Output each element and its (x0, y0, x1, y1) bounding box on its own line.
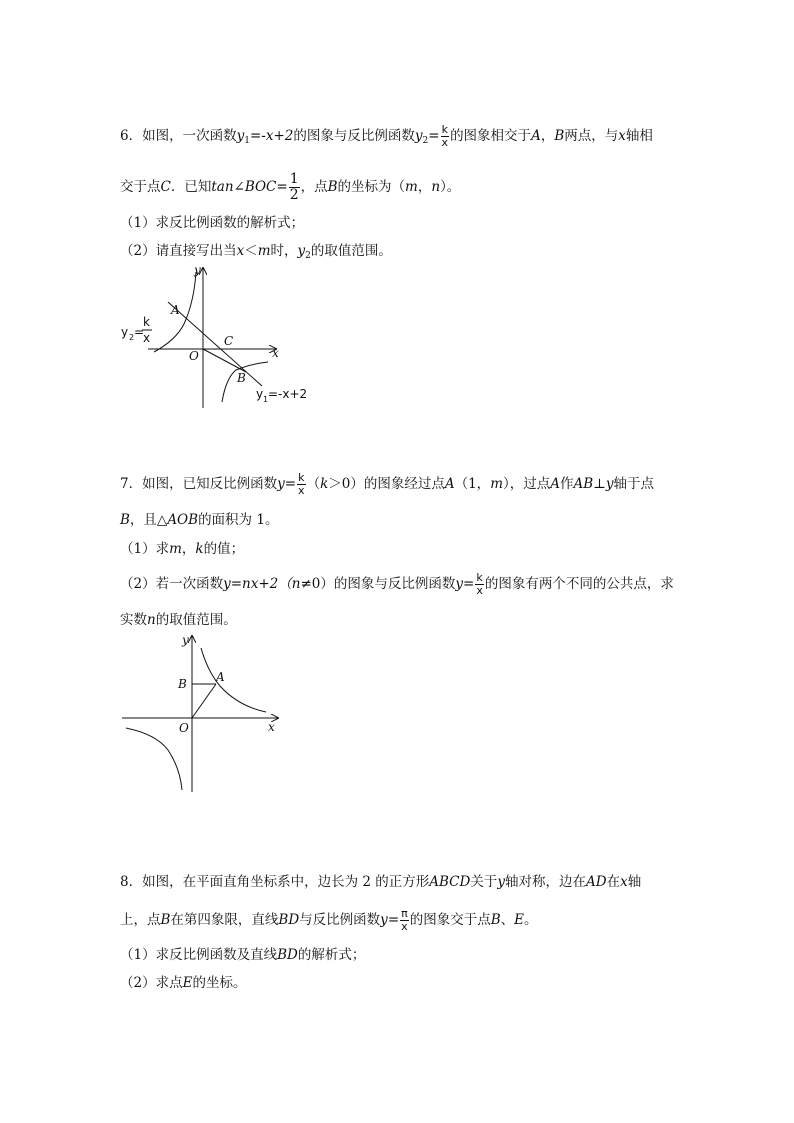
q6-point-c: C (160, 179, 171, 195)
q7-line-2 (120, 510, 278, 530)
q6-text: （1）求反比例函数的解析式； (120, 215, 305, 231)
q6-text: ．已知 (170, 179, 212, 195)
q7-point-b: B (120, 512, 130, 528)
q7-var-n: n (242, 576, 251, 592)
q7-var-y: y (455, 576, 464, 592)
q7-k-over-x-fraction (297, 472, 306, 497)
q8-text: 、 (500, 912, 515, 928)
q6-y1-var: y (236, 128, 245, 144)
q6-var-m: m (257, 243, 271, 259)
q8-sub-question-1 (120, 945, 365, 965)
q8-text: 的解析式； (297, 947, 366, 963)
q8-text: （2）求点 (120, 975, 183, 991)
q7-text: 7．如图，已知反比例函数 (120, 476, 278, 492)
q8-text: （1）求反比例函数及直线 (120, 947, 278, 963)
q6-text: 6．如图，一次函数 (120, 128, 237, 144)
q7-text: 的值； (203, 541, 245, 557)
point-a-label: A (216, 670, 225, 684)
q8-point-b: B (490, 912, 501, 928)
q6-text: 两点，与 (564, 128, 619, 144)
q6-point-b: B (327, 179, 338, 195)
q7-var-k: k (195, 541, 204, 557)
q6-tan-expr: tan∠BOC= (211, 179, 288, 195)
q7-eq: = (463, 576, 475, 592)
q8-edge-ad: AD (585, 874, 607, 890)
q7-var-n: n (147, 612, 156, 628)
hyperbola-branch-3rd-quadrant (126, 728, 182, 790)
q8-point-e: E (182, 975, 193, 991)
y-axis-label: y (194, 263, 201, 277)
y-axis-label: y (182, 633, 189, 647)
q7-text: 的图象有两个不同的公共点，求 (484, 576, 674, 592)
y2-label-sub: 2 (129, 333, 135, 342)
q6-text: 的取值范围。 (310, 243, 392, 259)
q6-text: 的图象与反比例函数 (293, 128, 415, 144)
q7-eq: = (230, 576, 243, 592)
q8-pi-over-x-fraction (400, 908, 409, 933)
fraction-denominator: x (298, 484, 305, 497)
q6-k-over-x-fraction (441, 124, 450, 149)
q7-text: 轴于点 (613, 476, 655, 492)
q7-linear-expr: x+2（ (250, 576, 292, 592)
q6-var-n: n (431, 179, 441, 195)
origin-label: O (189, 349, 199, 363)
q8-point-e: E (514, 912, 525, 928)
q6-text: （2）请直接写出当 (120, 243, 237, 259)
q8-line-bd: BD (277, 947, 298, 963)
q7-text: （2）若一次函数 (120, 576, 224, 592)
q7-var-y: y (277, 476, 285, 492)
q6-sub-question-2 (120, 241, 392, 261)
q7-text: ≠0）的图象与反比例函数 (300, 576, 456, 592)
q6-text: ）。 (440, 179, 461, 195)
q6-y1-sub: 1 (244, 136, 250, 146)
q8-line-1 (120, 872, 641, 892)
q6-text: 时， (270, 243, 298, 259)
q7-line-1 (120, 472, 654, 497)
q7-segment-ab: AB (573, 476, 594, 492)
q6-text: 的图象相交于 (450, 128, 532, 144)
q6-y2-var: y (297, 243, 306, 259)
q8-x-axis-var: x (620, 874, 628, 890)
q8-point-b: B (160, 912, 171, 928)
y1-label-expr: =-x+2 (268, 387, 308, 401)
fraction-numerator: 1 (289, 171, 299, 187)
hyperbola-branch-1st-quadrant (201, 648, 266, 712)
q8-eq: = (387, 912, 400, 928)
q8-text: 轴对称，边在 (504, 874, 586, 890)
q8-text: 在 (606, 874, 621, 890)
x-axis-label: x (272, 346, 279, 360)
q8-text: 。 (524, 912, 538, 928)
q6-point-a: A (531, 128, 541, 144)
q8-text: 在第四象限，直线 (170, 912, 279, 928)
q6-eq: = (428, 128, 440, 144)
q6-text: ， (540, 128, 555, 144)
q6-line-2 (120, 172, 460, 203)
fraction-denominator: x (476, 584, 483, 597)
q6-text: ， (417, 179, 432, 195)
q6-less-than: ＜ (244, 243, 258, 259)
q6-var-x: x (236, 243, 245, 259)
fraction-denominator: x (401, 920, 408, 933)
q7-k-over-x-fraction (475, 572, 484, 597)
q6-text: ，点 (300, 179, 328, 195)
y2-label-k: k (143, 315, 150, 329)
y2-label: y (121, 325, 129, 339)
q6-graph-figure (110, 262, 320, 412)
q7-text: 作 (560, 476, 574, 492)
q6-line-1 (120, 124, 653, 149)
point-b-label: B (237, 371, 246, 385)
q7-y-axis-var: y (605, 476, 614, 492)
point-b-label: B (178, 677, 187, 691)
q8-text: 的图象交于点 (409, 912, 491, 928)
q7-text: ），过点 (503, 476, 551, 492)
q6-y1-expr: =-x+2 (249, 128, 294, 144)
point-a-label: A (171, 303, 180, 317)
y2-label-x: x (143, 331, 151, 345)
q7-var-m: m (490, 476, 503, 492)
q7-var-n: n (291, 576, 301, 592)
q7-eq: = (284, 476, 297, 492)
q7-perp: ⊥ (593, 476, 606, 492)
y1-label: y (256, 387, 264, 401)
q7-point-a: A (444, 476, 455, 492)
q7-var-k: k (320, 476, 329, 492)
q7-text: （1， (454, 476, 491, 492)
q7-text: 的面积为 1。 (198, 512, 279, 528)
q8-line-2 (120, 908, 538, 933)
q8-y-axis-var: y (497, 874, 505, 890)
segment-oa (192, 684, 216, 718)
line-y1 (168, 302, 262, 386)
q7-text: ， (181, 541, 196, 557)
q8-var-y: y (380, 912, 388, 928)
q6-y2-sub: 2 (305, 251, 311, 261)
q8-text: 与反比例函数 (299, 912, 381, 928)
fraction-numerator: k (298, 471, 305, 484)
q8-text: 的坐标。 (192, 975, 247, 991)
q7-line-5 (120, 610, 237, 630)
q7-var-m: m (169, 541, 182, 557)
q6-y2-sub: 2 (422, 136, 429, 146)
y2-label-eq: = (134, 325, 145, 339)
q7-graph-figure (116, 630, 286, 795)
q8-sub-question-2 (120, 973, 246, 993)
q6-var-m: m (405, 179, 418, 195)
q6-sub-question-1 (120, 213, 304, 233)
fraction-denominator: 2 (289, 187, 299, 203)
q7-triangle-aob: AOB (167, 512, 199, 528)
fraction-numerator: k (441, 123, 448, 136)
q7-sub-question-2 (120, 572, 674, 597)
q8-text: 8．如图，在平面直角坐标系中，边长为 2 的正方形 (120, 874, 430, 890)
q6-text: 轴相 (625, 128, 653, 144)
fraction-numerator: k (476, 571, 483, 584)
fraction-numerator: π (401, 907, 408, 920)
q7-var-y: y (223, 576, 231, 592)
q6-one-half-fraction (289, 172, 300, 203)
q6-x-axis-var: x (618, 128, 626, 144)
q8-square-abcd: ABCD (429, 874, 471, 890)
q8-line-bd: BD (278, 912, 300, 928)
q7-text: （ (306, 476, 321, 492)
q7-text: （1）求 (120, 541, 170, 557)
y1-label-sub: 1 (263, 395, 269, 404)
q6-point-b: B (554, 128, 565, 144)
q6-y2-var: y (414, 128, 423, 144)
q7-sub-question-1 (120, 539, 244, 559)
x-axis-label: x (268, 720, 275, 734)
q8-text: 关于 (470, 874, 498, 890)
q6-text: 的坐标为（ (337, 179, 406, 195)
q7-text: ＞0）的图象经过点 (328, 476, 445, 492)
q8-text: 轴 (627, 874, 642, 890)
point-c-label: C (224, 334, 234, 348)
q7-text: 的取值范围。 (155, 612, 237, 628)
q7-text: ，且△ (129, 512, 168, 528)
q7-point-a: A (550, 476, 560, 492)
q6-text: 交于点 (120, 179, 161, 195)
q7-text: 实数 (120, 612, 147, 628)
origin-label: O (179, 721, 189, 735)
q8-text: 上，点 (120, 912, 161, 928)
fraction-denominator: x (441, 136, 449, 149)
